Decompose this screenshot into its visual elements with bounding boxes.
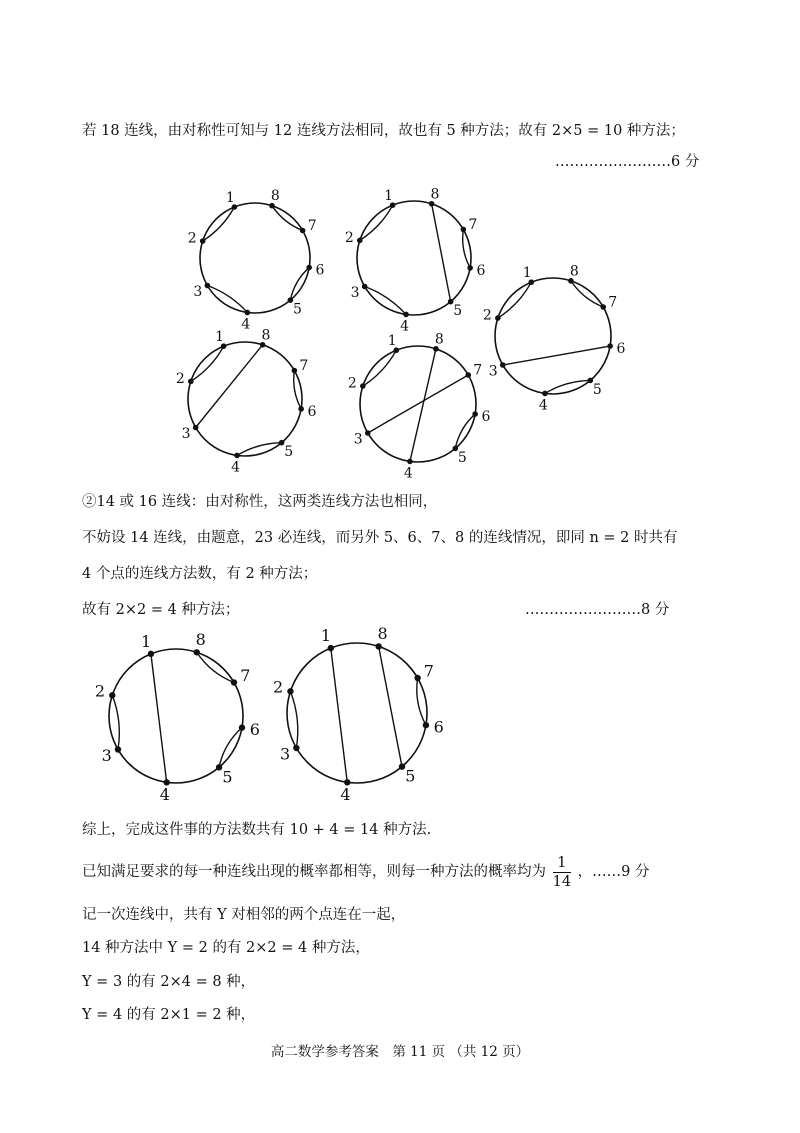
point-label-4: 4 — [340, 785, 351, 805]
point-label-1: 1 — [384, 187, 393, 204]
fraction-numerator: 1 — [553, 854, 571, 873]
point-label-6: 6 — [307, 403, 317, 420]
point-label-7: 7 — [307, 218, 317, 234]
point-label-7: 7 — [299, 358, 309, 374]
point-label-2: 2 — [272, 677, 284, 697]
text-line-7-score: ，……9 分 — [577, 864, 650, 880]
point-label-5: 5 — [284, 444, 294, 461]
point-label-5: 5 — [457, 449, 467, 466]
point-label-1: 1 — [140, 631, 152, 651]
point-label-8: 8 — [195, 629, 206, 649]
point-5 — [399, 763, 405, 769]
point-label-2: 2 — [344, 229, 354, 246]
point-label-1: 1 — [225, 189, 235, 206]
point-label-2: 2 — [347, 375, 357, 392]
point-3 — [293, 745, 299, 751]
point-label-4: 4 — [538, 397, 548, 414]
circle-outline — [287, 643, 427, 783]
text-line-11: Y = 4 的有 2×1 = 2 种， — [82, 1007, 256, 1023]
point-label-8: 8 — [569, 263, 579, 280]
point-label-3: 3 — [193, 284, 203, 300]
chord-5-8 — [379, 646, 402, 766]
point-label-2: 2 — [187, 230, 197, 247]
point-label-5: 5 — [292, 301, 302, 318]
point-7 — [414, 675, 420, 681]
text-line-5: 故有 2×2 = 4 种方法； — [82, 602, 240, 618]
point-1 — [328, 645, 334, 651]
point-label-3: 3 — [101, 746, 112, 765]
point-6 — [423, 722, 429, 728]
point-2 — [287, 688, 293, 694]
text-line-3: 不妨设 14 连线，由题意，23 必连线，而另外 5、6、7、8 的连线情况，即同 n = 2 时共有 — [82, 530, 678, 546]
point-label-5: 5 — [222, 767, 233, 787]
point-label-7: 7 — [608, 294, 618, 311]
point-label-5: 5 — [405, 766, 416, 786]
fraction-denominator: 14 — [552, 873, 572, 890]
text-line-10: Y = 3 的有 2×4 = 8 种， — [82, 974, 256, 990]
point-label-1: 1 — [320, 626, 332, 646]
point-label-1: 1 — [215, 328, 224, 345]
point-label-6: 6 — [249, 719, 260, 739]
text-line-8: 记一次连线中，共有 Y 对相邻的两个点连在一起， — [82, 907, 406, 923]
score-6: ……………………6 分 — [555, 154, 700, 170]
point-label-6: 6 — [315, 262, 325, 279]
point-label-6: 6 — [476, 262, 486, 279]
point-label-3: 3 — [350, 285, 360, 301]
point-label-3: 3 — [488, 363, 498, 380]
point-label-2: 2 — [175, 370, 185, 387]
point-label-5: 5 — [592, 381, 602, 398]
text-line-7 — [82, 852, 650, 892]
text-line-6: 综上，完成这件事的方法数共有 10 + 4 = 14 种方法. — [82, 822, 432, 838]
point-label-7: 7 — [468, 217, 478, 233]
point-label-7: 7 — [240, 666, 251, 685]
point-label-7: 7 — [423, 661, 434, 681]
point-label-3: 3 — [280, 744, 291, 764]
point-label-8: 8 — [377, 624, 388, 644]
text-line-2: ②14 或 16 连线：由对称性，这两类连线方法也相同， — [82, 494, 438, 510]
text-line-4: 4 个点的连线方法数，有 2 种方法； — [82, 566, 318, 582]
point-label-4: 4 — [241, 316, 251, 333]
point-label-5: 5 — [453, 303, 463, 320]
point-label-4: 4 — [403, 465, 413, 482]
point-label-8: 8 — [430, 186, 440, 203]
point-label-4: 4 — [400, 318, 409, 335]
point-label-3: 3 — [353, 431, 363, 448]
text-line-1: 若 18 连线，由对称性可知与 12 连线方法相同，故也有 5 种方法；故有 2×5 = 10 种方法； — [82, 123, 685, 139]
point-label-8: 8 — [261, 327, 271, 344]
point-label-6: 6 — [433, 717, 444, 737]
fraction-1-14 — [553, 854, 571, 891]
point-label-4: 4 — [231, 459, 240, 476]
point-label-6: 6 — [481, 408, 491, 425]
point-label-6: 6 — [616, 340, 626, 357]
point-label-7: 7 — [473, 362, 483, 379]
point-label-2: 2 — [94, 681, 106, 701]
point-label-8: 8 — [270, 188, 280, 205]
chord-1-4 — [331, 648, 347, 782]
point-label-4: 4 — [159, 785, 170, 805]
point-label-8: 8 — [434, 331, 444, 348]
point-8 — [375, 643, 381, 649]
point-label-1: 1 — [387, 333, 397, 350]
page-footer: 高二数学参考答案 第 11 页 （共 12 页） — [270, 1044, 530, 1060]
point-label-1: 1 — [522, 265, 532, 282]
text-line-9: 14 种方法中 Y = 2 的有 2×2 = 4 种方法， — [82, 940, 370, 956]
point-label-3: 3 — [181, 426, 191, 442]
text-line-7-main: 已知满足要求的每一种连线出现的概率都相等，则每一种方法的概率均为 — [82, 864, 546, 880]
score-8: ……………………8 分 — [525, 602, 670, 618]
point-label-2: 2 — [482, 307, 492, 324]
